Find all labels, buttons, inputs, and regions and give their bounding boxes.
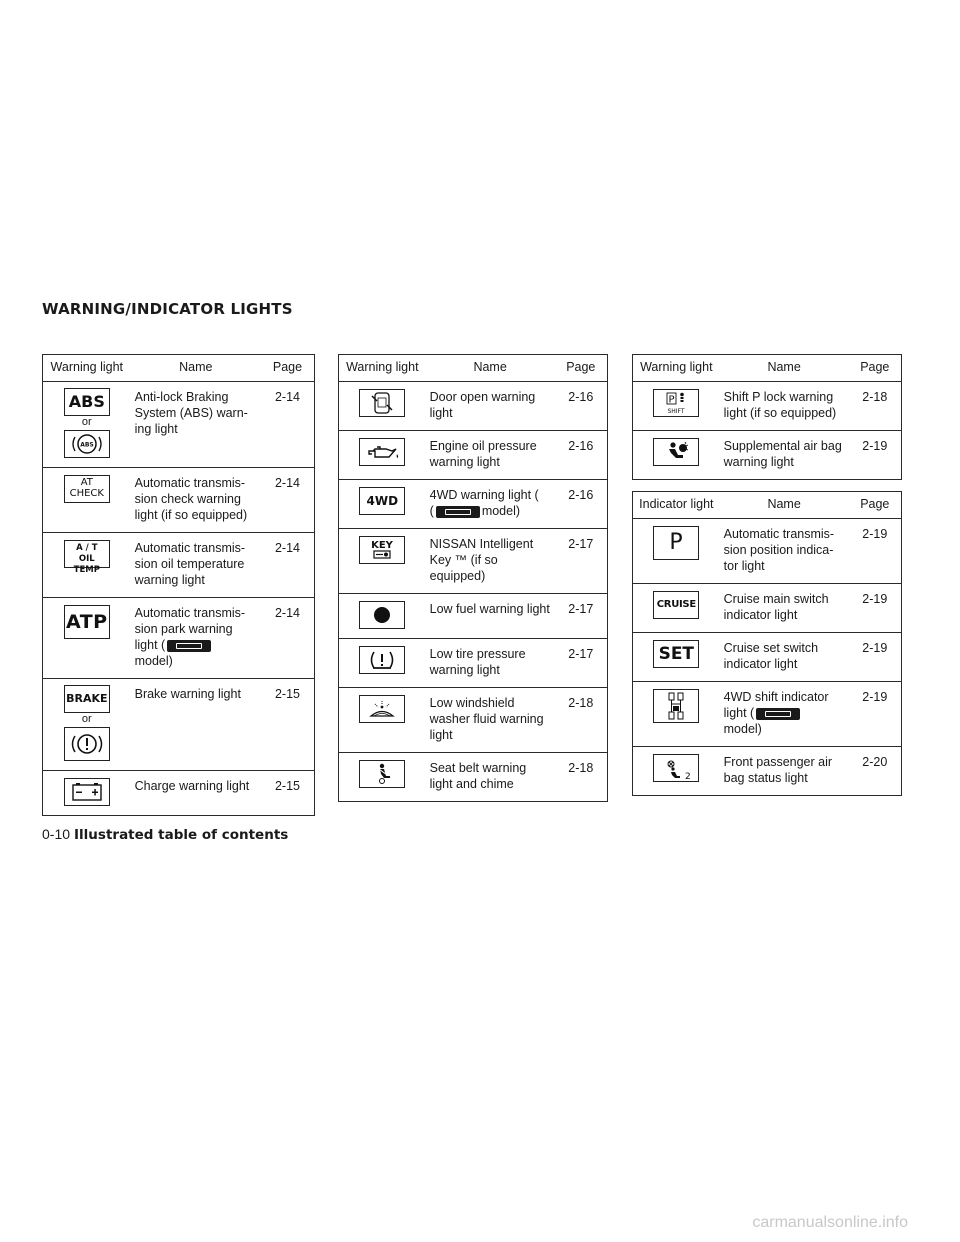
col-name: Name <box>720 492 849 519</box>
col-warning-light: Warning light <box>43 355 131 382</box>
cruise-icon: CRUISE <box>653 591 699 619</box>
door-open-icon <box>359 389 405 417</box>
col-name: Name <box>426 355 555 382</box>
col-warning-light: Warning light <box>633 355 720 382</box>
table-row <box>339 753 608 802</box>
row-page: 2-14 <box>261 598 315 679</box>
shift-p-lock-icon <box>653 389 699 417</box>
row-name: Automatic transmis- sion oil temperature warning light <box>131 533 261 598</box>
row-name: Cruise set switch indicator light <box>720 633 849 682</box>
seat-belt-icon <box>359 760 405 788</box>
col-page: Page <box>261 355 315 382</box>
section-title: WARNING/INDICATOR LIGHTS <box>42 300 293 318</box>
col-name: Name <box>131 355 261 382</box>
table-header <box>43 355 315 382</box>
warning-lights-table-1 <box>42 354 315 816</box>
row-page: 2-18 <box>568 761 594 775</box>
table-row <box>339 594 608 639</box>
table-row <box>43 382 315 468</box>
col-page: Page <box>849 355 902 382</box>
key-icon <box>359 536 405 564</box>
at-oil-temp-icon: A / T OIL TEMP <box>64 540 110 568</box>
table-row <box>339 529 608 594</box>
row-name: Charge warning light <box>134 779 250 793</box>
battery-icon <box>64 778 110 806</box>
page-number: 0-10 <box>42 826 71 842</box>
row-page: 2-18 <box>555 688 608 753</box>
watermark: carmanualsonline.info <box>752 1214 908 1231</box>
row-page: 2-19 <box>849 633 902 682</box>
row-page: 2-17 <box>555 529 608 594</box>
row-name: Automatic transmis- sion check warning light (if so equipped) <box>131 468 261 533</box>
or-label: or <box>81 416 92 428</box>
col-warning-light: Warning light <box>339 355 426 382</box>
table-row <box>339 382 608 431</box>
row-name: 4WD shift indicator light ( model) <box>720 682 849 747</box>
svg-text:ABS: ABS <box>80 441 94 449</box>
table-row <box>633 747 902 796</box>
table-row <box>633 431 902 480</box>
warning-lights-table-3 <box>632 354 902 480</box>
table-row <box>633 519 902 584</box>
row-page: 2-16 <box>555 431 608 480</box>
svg-text:KEY: KEY <box>371 540 394 551</box>
warning-lights-table-2 <box>338 354 608 802</box>
4x4-badge-icon <box>436 506 480 518</box>
row-name: Shift P lock warning light (if so equipped) <box>720 382 849 431</box>
table-row <box>43 468 315 533</box>
table-row <box>43 771 315 816</box>
atp-icon: ATP <box>64 605 110 639</box>
4wd-shift-icon <box>653 689 699 723</box>
row-page: 2-16 <box>555 480 608 529</box>
row-page: 2-19 <box>849 519 902 584</box>
table-row <box>43 598 315 679</box>
4wd-icon: 4WD <box>359 487 405 515</box>
table-row <box>339 431 608 480</box>
page-footer <box>42 826 288 843</box>
oil-can-icon <box>359 438 405 466</box>
abs-icon: ABS <box>64 388 110 416</box>
set-icon: SET <box>653 640 699 668</box>
tire-pressure-icon <box>359 646 405 674</box>
row-name: Cruise main switch indicator light <box>720 584 849 633</box>
row-name: NISSAN Intelligent Key ™ (if so equipped) <box>426 529 555 594</box>
row-page: 2-19 <box>849 682 902 747</box>
airbag-icon <box>653 438 699 466</box>
row-name: Engine oil pressure warning light <box>426 431 555 480</box>
table-row <box>633 682 902 747</box>
table-header <box>633 492 902 519</box>
4x4-badge-icon <box>756 708 800 720</box>
row-page: 2-14 <box>261 533 315 598</box>
indicator-lights-table <box>632 491 902 796</box>
table-row <box>43 679 315 771</box>
row-page: 2-19 <box>862 439 888 453</box>
row-name: Brake warning light <box>131 679 261 771</box>
table-header <box>339 355 608 382</box>
abs-circle-icon <box>64 430 110 458</box>
row-name: Front passenger air bag status light <box>723 755 833 785</box>
table-row <box>339 480 608 529</box>
p-position-icon: P <box>653 526 699 560</box>
row-name: Supplemental air bag warning light <box>723 439 842 469</box>
col-indicator-light: Indicator light <box>633 492 720 519</box>
svg-text:SHIFT: SHIFT <box>667 408 685 415</box>
row-page: 2-14 <box>261 382 315 468</box>
row-page: 2-18 <box>849 382 902 431</box>
svg-text:2: 2 <box>685 772 692 782</box>
passenger-airbag-icon <box>653 754 699 782</box>
4x4-badge-icon <box>167 640 211 652</box>
table-header <box>633 355 902 382</box>
table-row <box>633 633 902 682</box>
row-page: 2-20 <box>862 755 888 769</box>
row-name: Automatic transmis- sion position indica- tor light <box>720 519 849 584</box>
row-page: 2-17 <box>555 639 608 688</box>
row-page: 2-16 <box>555 382 608 431</box>
table-row <box>43 533 315 598</box>
row-name: Low windshield washer fluid warning light <box>426 688 555 753</box>
washer-fluid-icon <box>359 695 405 723</box>
col-name: Name <box>720 355 849 382</box>
row-name: Seat belt warning light and chime <box>429 761 527 791</box>
or-label: or <box>81 713 92 725</box>
brake-circle-icon <box>64 727 110 761</box>
row-name: Door open warning light <box>426 382 555 431</box>
col-page: Page <box>555 355 608 382</box>
row-name: 4WD warning light ( ( model) <box>426 480 555 529</box>
row-page: 2-14 <box>261 468 315 533</box>
table-row <box>339 639 608 688</box>
footer-title: Illustrated table of contents <box>74 827 289 843</box>
row-page: 2-15 <box>274 779 301 793</box>
table-row <box>633 382 902 431</box>
at-check-icon: AT CHECK <box>64 475 110 503</box>
table-row <box>339 688 608 753</box>
row-page: 2-17 <box>555 594 608 639</box>
brake-icon: BRAKE <box>64 685 110 713</box>
row-name: Low tire pressure warning light <box>426 639 555 688</box>
row-name: Low fuel warning light <box>426 594 555 639</box>
col-page: Page <box>849 492 902 519</box>
table-row <box>633 584 902 633</box>
row-name: Automatic transmis- sion park warning light ( model) <box>131 598 261 679</box>
row-page: 2-15 <box>261 679 315 771</box>
fuel-dot-icon <box>359 601 405 629</box>
svg-text:P: P <box>668 394 675 406</box>
row-name: Anti-lock Braking System (ABS) warn- ing light <box>131 382 261 468</box>
row-page: 2-19 <box>849 584 902 633</box>
